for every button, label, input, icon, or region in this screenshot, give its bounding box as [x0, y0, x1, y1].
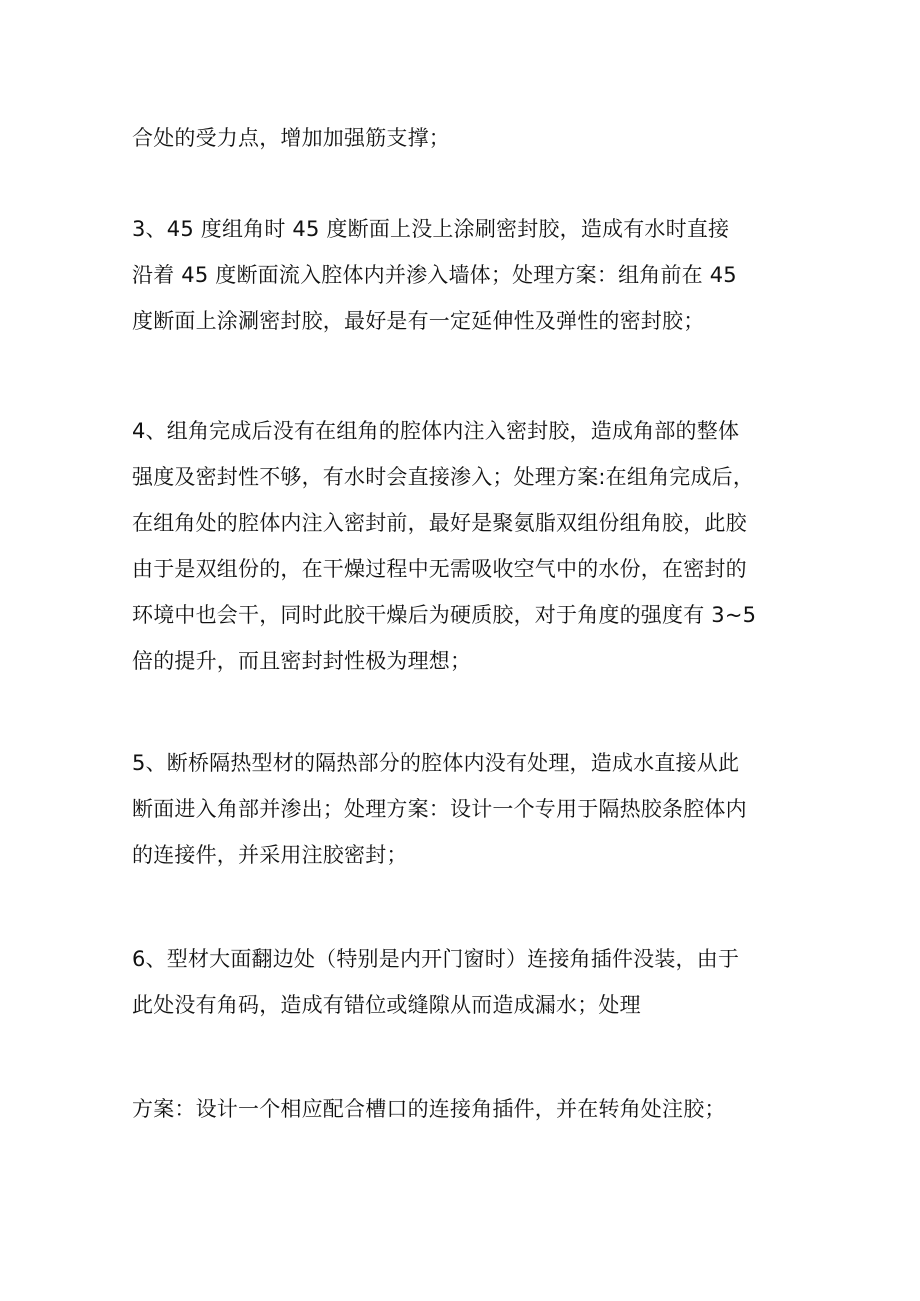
text-line: 合处的受力点，增加加强筋支撑； [132, 126, 450, 150]
text-line: 环境中也会干，同时此胶干燥后为硬质胶，对于角度的强度有 3~5 [132, 603, 757, 627]
paragraph-item-4 [132, 408, 794, 684]
text-line: 由于是双组份的，在干燥过程中无需吸收空气中的水份，在密封的 [132, 557, 747, 581]
text-line: 方案：设计一个相应配合槽口的连接角插件，并在转角处注胶； [132, 1097, 726, 1121]
text-line: 3、45 度组角时 45 度断面上没上涂刷密封胶，造成有水时直接 [132, 217, 730, 241]
paragraph-continuation [132, 115, 794, 161]
text-line: 倍的提升，而且密封封性极为理想； [132, 649, 472, 673]
text-line: 度断面上涂涮密封胶，最好是有一定延伸性及弹性的密封胶； [132, 309, 705, 333]
text-line: 此处没有角码，造成有错位或缝隙从而造成漏水；处理 [132, 993, 641, 1017]
text-line: 断面进入角部并渗出；处理方案：设计一个专用于隔热胶条腔体内 [132, 797, 747, 821]
paragraph-item-6 [132, 936, 794, 1028]
paragraph-item-6-solution [132, 1086, 794, 1132]
paragraph-item-5 [132, 740, 794, 878]
text-line: 6、型材大面翻边处（特别是内开门窗时）连接角插件没装，由于 [132, 947, 740, 971]
text-line: 强度及密封性不够，有水时会直接渗入；处理方案:在组角完成后， [132, 465, 755, 489]
text-line: 的连接件，并采用注胶密封； [132, 843, 408, 867]
text-line: 沿着 45 度断面流入腔体内并渗入墙体；处理方案：组角前在 45 [132, 263, 737, 287]
paragraph-item-3 [132, 206, 794, 344]
text-line: 4、组角完成后没有在组角的腔体内注入密封胶，造成角部的整体 [132, 419, 740, 443]
text-line: 在组角处的腔体内注入密封前，最好是聚氨脂双组份组角胶，此胶 [132, 511, 747, 535]
text-line: 5、断桥隔热型材的隔热部分的腔体内没有处理，造成水直接从此 [132, 751, 740, 775]
